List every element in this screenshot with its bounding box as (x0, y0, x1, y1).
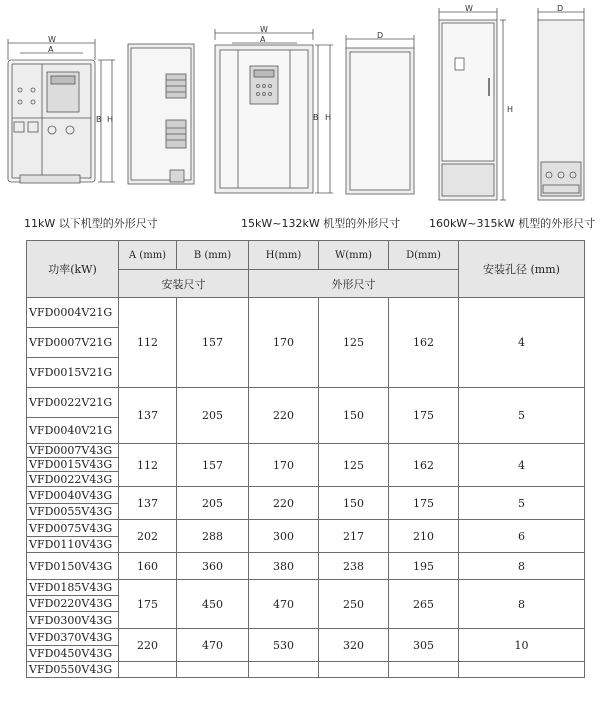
value-cell-h (249, 662, 319, 678)
mid-unit-front-view (215, 25, 333, 193)
table-row (27, 298, 585, 328)
value-cell-w: 125 (319, 444, 389, 487)
caption-large-unit: 160kW~315kW 机型的外形尺寸 (429, 217, 596, 230)
value-cell-w: 320 (319, 629, 389, 662)
value-cell-w: 238 (319, 553, 389, 580)
value-cell-a: 137 (119, 388, 177, 444)
value-cell-h: 170 (249, 298, 319, 388)
value-cell-b: 157 (177, 444, 249, 487)
value-cell-w: 250 (319, 580, 389, 629)
value-cell-a (119, 662, 177, 678)
small-unit-front-view (8, 35, 115, 183)
value-cell-h: 300 (249, 520, 319, 553)
value-cell-w (319, 662, 389, 678)
value-cell-a: 160 (119, 553, 177, 580)
value-cell-h: 530 (249, 629, 319, 662)
model-cell: VFD0450V43G (27, 646, 119, 662)
large-d-label: D (557, 4, 564, 13)
large-h-label: H (507, 105, 514, 114)
model-cell: VFD0075V43G (27, 520, 119, 537)
small-unit-side-view (128, 44, 194, 184)
small-width-label: W (48, 35, 56, 44)
value-cell-d: 305 (389, 629, 459, 662)
header-w: W(mm) (319, 241, 389, 270)
large-unit-side-view (538, 4, 584, 200)
value-cell-d: 175 (389, 487, 459, 520)
mid-inner-label: A (260, 35, 266, 44)
mid-h-label: H (325, 113, 332, 122)
table-row (27, 487, 585, 504)
header-mounting: 安装尺寸 (119, 270, 249, 298)
value-cell-d (389, 662, 459, 678)
value-cell-w: 125 (319, 298, 389, 388)
header-outline: 外形尺寸 (249, 270, 459, 298)
model-cell: VFD0015V43G (27, 458, 119, 472)
value-cell-w: 150 (319, 487, 389, 520)
model-cell: VFD0040V43G (27, 487, 119, 504)
value-cell-hole: 5 (459, 388, 585, 444)
large-unit-front-view (439, 4, 513, 200)
model-cell: VFD0300V43G (27, 612, 119, 629)
table-body (27, 298, 585, 678)
table-row (27, 662, 585, 678)
small-b-label: B (96, 115, 102, 124)
model-cell: VFD0150V43G (27, 553, 119, 580)
small-inner-label: A (48, 45, 54, 54)
table-row (27, 553, 585, 580)
value-cell-d: 210 (389, 520, 459, 553)
model-cell: VFD0007V43G (27, 444, 119, 458)
value-cell-d: 162 (389, 444, 459, 487)
mid-unit-side-view (346, 31, 414, 194)
value-cell-hole: 10 (459, 629, 585, 662)
table-row (27, 388, 585, 418)
value-cell-hole: 6 (459, 520, 585, 553)
model-cell: VFD0550V43G (27, 662, 119, 678)
mid-d-label: D (377, 31, 384, 40)
model-cell: VFD0055V43G (27, 504, 119, 520)
table-row (27, 520, 585, 537)
value-cell-b: 360 (177, 553, 249, 580)
value-cell-a: 112 (119, 298, 177, 388)
dimension-table (26, 240, 585, 678)
mid-b-label: B (313, 113, 319, 122)
model-cell: VFD0004V21G (27, 298, 119, 328)
model-cell: VFD0022V43G (27, 472, 119, 487)
value-cell-a: 112 (119, 444, 177, 487)
value-cell-b: 288 (177, 520, 249, 553)
model-cell: VFD0007V21G (27, 328, 119, 358)
value-cell-b: 470 (177, 629, 249, 662)
header-a: A (mm) (119, 241, 177, 270)
value-cell-hole: 4 (459, 444, 585, 487)
table-row (27, 444, 585, 458)
value-cell-b (177, 662, 249, 678)
value-cell-h: 170 (249, 444, 319, 487)
value-cell-a: 220 (119, 629, 177, 662)
model-cell: VFD0110V43G (27, 537, 119, 553)
value-cell-hole: 4 (459, 298, 585, 388)
model-cell: VFD0040V21G (27, 418, 119, 444)
header-b: B (mm) (177, 241, 249, 270)
value-cell-h: 220 (249, 388, 319, 444)
value-cell-h: 220 (249, 487, 319, 520)
dimension-drawings (0, 0, 600, 235)
header-d: D(mm) (389, 241, 459, 270)
header-h: H(mm) (249, 241, 319, 270)
value-cell-d: 195 (389, 553, 459, 580)
caption-mid-unit: 15kW~132kW 机型的外形尺寸 (241, 217, 401, 230)
value-cell-w: 217 (319, 520, 389, 553)
value-cell-b: 205 (177, 487, 249, 520)
value-cell-hole (459, 662, 585, 678)
value-cell-b: 205 (177, 388, 249, 444)
value-cell-d: 175 (389, 388, 459, 444)
header-power: 功率(kW) (27, 241, 119, 298)
large-width-label: W (465, 4, 473, 13)
model-cell: VFD0022V21G (27, 388, 119, 418)
value-cell-a: 202 (119, 520, 177, 553)
value-cell-b: 450 (177, 580, 249, 629)
value-cell-hole: 8 (459, 553, 585, 580)
small-h-label: H (107, 115, 114, 124)
value-cell-d: 162 (389, 298, 459, 388)
value-cell-d: 265 (389, 580, 459, 629)
header-hole: 安装孔径 (mm) (459, 241, 585, 298)
table-row (27, 580, 585, 596)
model-cell: VFD0015V21G (27, 358, 119, 388)
value-cell-h: 380 (249, 553, 319, 580)
table-row (27, 629, 585, 646)
value-cell-h: 470 (249, 580, 319, 629)
model-cell: VFD0370V43G (27, 629, 119, 646)
model-cell: VFD0185V43G (27, 580, 119, 596)
value-cell-hole: 8 (459, 580, 585, 629)
mid-width-label: W (260, 25, 268, 34)
caption-small-unit: 11kW 以下机型的外形尺寸 (24, 217, 158, 230)
value-cell-a: 137 (119, 487, 177, 520)
value-cell-b: 157 (177, 298, 249, 388)
value-cell-a: 175 (119, 580, 177, 629)
model-cell: VFD0220V43G (27, 596, 119, 612)
value-cell-hole: 5 (459, 487, 585, 520)
value-cell-w: 150 (319, 388, 389, 444)
